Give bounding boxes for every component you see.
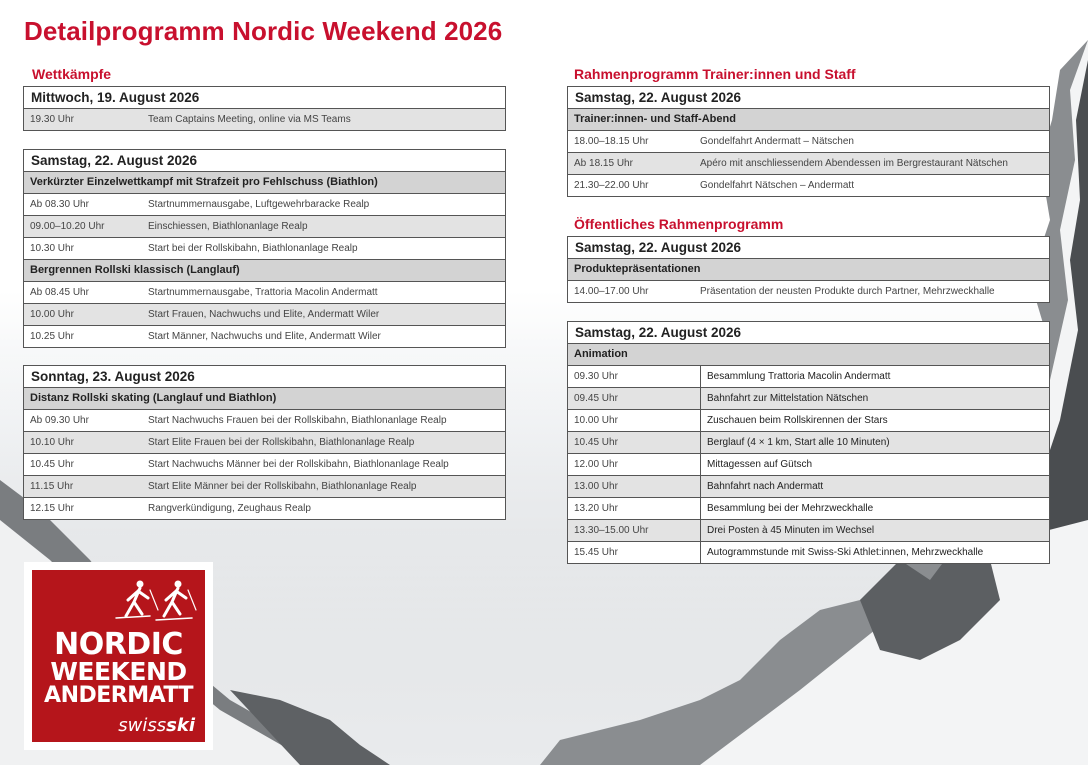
time-cell: 09.45 Uhr	[568, 388, 701, 409]
schedule-block-sonntag	[23, 365, 506, 520]
brand-swiss: swiss	[118, 715, 167, 736]
brand-ski: ski	[166, 715, 195, 736]
event-subheader: Animation	[568, 344, 1049, 366]
time-cell: 10.25 Uhr	[30, 331, 74, 342]
table-row	[568, 520, 1049, 542]
description-cell: Mittagessen auf Gütsch	[707, 459, 813, 470]
event-subheader: Bergrennen Rollski klassisch (Langlauf)	[24, 260, 505, 282]
table-row	[568, 131, 1049, 153]
time-cell: 09.30 Uhr	[568, 366, 701, 387]
time-cell: Ab 09.30 Uhr	[30, 415, 89, 426]
description-cell: Gondelfahrt Nätschen – Andermatt	[700, 180, 854, 191]
time-cell: 12.00 Uhr	[568, 454, 701, 475]
table-row	[568, 175, 1049, 196]
table-row	[24, 432, 505, 454]
section-heading-rahmenprogramm-staff: Rahmenprogramm Trainer:innen und Staff	[574, 66, 856, 82]
logo-red-panel	[32, 570, 205, 742]
schedule-block-mittwoch	[23, 86, 506, 131]
event-subheader: Verkürzter Einzelwettkampf mit Strafzeit pro Fehlschuss (Biathlon)	[24, 172, 505, 194]
description-cell: Präsentation der neusten Produkte durch Partner, Mehrzweckhalle	[700, 286, 995, 297]
time-cell: Ab 08.45 Uhr	[30, 287, 89, 298]
time-cell: 11.15 Uhr	[30, 481, 74, 492]
nordic-weekend-logo	[24, 562, 213, 750]
description-cell: Start Frauen, Nachwuchs und Elite, Andermatt Wiler	[148, 309, 380, 320]
logo-text-weekend: WEEKEND	[50, 657, 187, 686]
schedule-block-animation	[567, 321, 1050, 564]
description-cell: Besammlung Trattoria Macolin Andermatt	[707, 371, 891, 382]
time-cell: Ab 18.15 Uhr	[574, 158, 633, 169]
table-row	[24, 109, 505, 130]
page-title: Detailprogramm Nordic Weekend 2026	[24, 16, 503, 46]
time-cell: 18.00–18.15 Uhr	[574, 136, 649, 147]
table-row	[24, 454, 505, 476]
table-row	[568, 281, 1049, 302]
event-subheader: Produktepräsentationen	[568, 259, 1049, 281]
time-cell: 13.30–15.00 Uhr	[568, 520, 701, 541]
table-row	[568, 454, 1049, 476]
description-cell: Berglauf (4 × 1 km, Start alle 10 Minuten)	[707, 437, 890, 448]
time-cell: 21.30–22.00 Uhr	[574, 180, 649, 191]
table-row	[568, 476, 1049, 498]
description-cell: Startnummernausgabe, Luftgewehrbaracke Realp	[148, 199, 370, 210]
day-header: Samstag, 22. August 2026	[568, 87, 1049, 109]
table-row	[568, 498, 1049, 520]
description-cell: Start Elite Frauen bei der Rollskibahn, Biathlonanlage Realp	[148, 437, 415, 448]
description-cell: Zuschauen beim Rollskirennen der Stars	[707, 415, 888, 426]
table-row	[568, 432, 1049, 454]
description-cell: Start Nachwuchs Frauen bei der Rollskibahn, Biathlonanlage Realp	[148, 415, 447, 426]
table-row	[568, 410, 1049, 432]
description-cell: Gondelfahrt Andermatt – Nätschen	[700, 136, 854, 147]
time-cell: 09.00–10.20 Uhr	[30, 221, 105, 232]
description-cell: Start Männer, Nachwuchs und Elite, Andermatt Wiler	[148, 331, 381, 342]
time-cell: 10.10 Uhr	[30, 437, 74, 448]
schedule-block-staff-abend	[567, 86, 1050, 197]
logo-text-nordic: NORDIC	[54, 627, 183, 662]
day-header: Samstag, 22. August 2026	[24, 150, 505, 172]
table-row	[568, 153, 1049, 175]
table-row	[24, 194, 505, 216]
day-header: Mittwoch, 19. August 2026	[24, 87, 505, 109]
table-row	[568, 388, 1049, 410]
swiss-ski-brand	[118, 715, 195, 736]
table-row	[24, 282, 505, 304]
day-header: Samstag, 22. August 2026	[568, 237, 1049, 259]
description-cell: Drei Posten à 45 Minuten im Wechsel	[707, 525, 875, 536]
time-cell: 10.00 Uhr	[568, 410, 701, 431]
table-row	[568, 542, 1049, 563]
table-row	[24, 216, 505, 238]
description-cell: Start bei der Rollskibahn, Biathlonanlage Realp	[148, 243, 358, 254]
event-subheader: Distanz Rollski skating (Langlauf und Biathlon)	[24, 388, 505, 410]
event-subheader: Trainer:innen- und Staff-Abend	[568, 109, 1049, 131]
logo-text-andermatt: ANDERMATT	[44, 683, 193, 708]
table-row	[24, 476, 505, 498]
schedule-block-samstag	[23, 149, 506, 348]
table-row	[24, 498, 505, 519]
time-cell: 14.00–17.00 Uhr	[574, 286, 649, 297]
time-cell: 10.00 Uhr	[30, 309, 74, 320]
schedule-block-produkte	[567, 236, 1050, 303]
table-row	[24, 304, 505, 326]
description-cell: Besammlung bei der Mehrzweckhalle	[707, 503, 874, 514]
description-cell: Bahnfahrt zur Mittelstation Nätschen	[707, 393, 869, 404]
day-header: Sonntag, 23. August 2026	[24, 366, 505, 388]
skiers-icon	[110, 576, 202, 626]
description-cell: Start Elite Männer bei der Rollskibahn, Biathlonanlage Realp	[148, 481, 417, 492]
time-cell: 10.45 Uhr	[568, 432, 701, 453]
description-cell: Team Captains Meeting, online via MS Teams	[148, 114, 351, 125]
time-cell: 19.30 Uhr	[30, 114, 74, 125]
description-cell: Einschiessen, Biathlonanlage Realp	[148, 221, 308, 232]
description-cell: Apéro mit anschliessendem Abendessen im Bergrestaurant Nätschen	[700, 158, 1008, 169]
description-cell: Autogrammstunde mit Swiss-Ski Athlet:innen, Mehrzweckhalle	[707, 547, 984, 558]
description-cell: Startnummernausgabe, Trattoria Macolin Andermatt	[148, 287, 378, 298]
description-cell: Bahnfahrt nach Andermatt	[707, 481, 824, 492]
description-cell: Start Nachwuchs Männer bei der Rollskibahn, Biathlonanlage Realp	[148, 459, 449, 470]
time-cell: 13.00 Uhr	[568, 476, 701, 497]
time-cell: 12.15 Uhr	[30, 503, 74, 514]
time-cell: Ab 08.30 Uhr	[30, 199, 89, 210]
time-cell: 13.20 Uhr	[568, 498, 701, 519]
day-header: Samstag, 22. August 2026	[568, 322, 1049, 344]
section-heading-wettkaempfe: Wettkämpfe	[32, 66, 112, 82]
time-cell: 10.30 Uhr	[30, 243, 74, 254]
table-row	[24, 326, 505, 347]
table-row	[568, 366, 1049, 388]
section-heading-oeffentliches-rahmenprogramm: Öffentliches Rahmenprogramm	[574, 216, 784, 232]
time-cell: 10.45 Uhr	[30, 459, 74, 470]
table-row	[24, 238, 505, 260]
description-cell: Rangverkündigung, Zeughaus Realp	[148, 503, 311, 514]
time-cell: 15.45 Uhr	[568, 542, 701, 563]
table-row	[24, 410, 505, 432]
